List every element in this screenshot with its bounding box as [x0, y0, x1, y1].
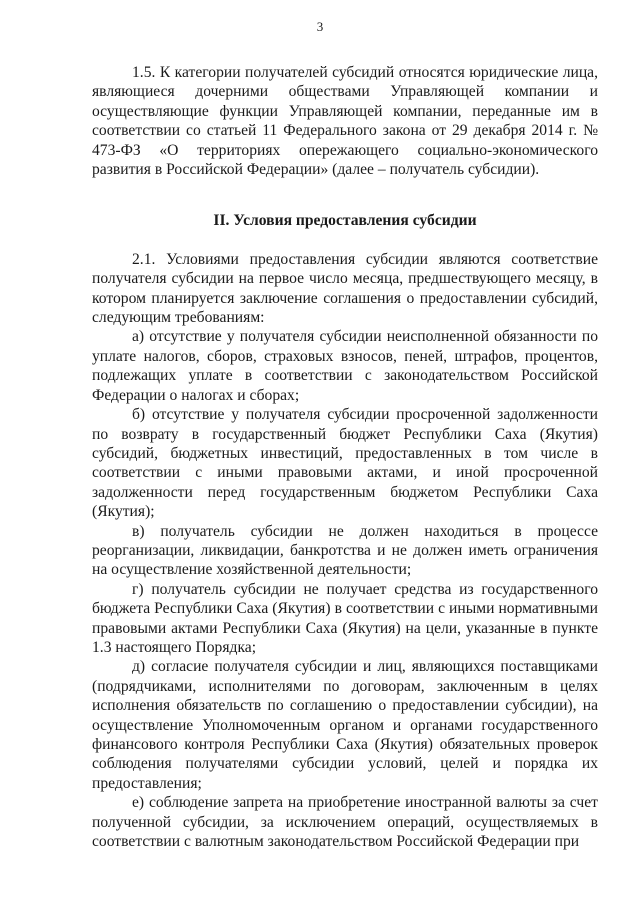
paragraph-item-d: д) согласие получателя субсидии и лиц, являющихся поставщиками (подрядчиками, исполнителями по договорам, заключенным в целях исполнения обязательств по соглашению о предоставлении субсидии), на осуществление Уполномоченным органом и органами государственного финансового контроля Республики Саха (Якутия) обязательных проверок соблюдения получателями субсидии условий, целей и порядка их предоставления; [92, 658, 598, 792]
spacer [92, 231, 598, 250]
document-body [92, 63, 598, 851]
paragraph-item-v: в) получатель субсидии не должен находиться в процессе реорганизации, ликвидации, банкротства и не должен иметь ограничения на осуществление хозяйственной деятельности; [92, 522, 598, 579]
paragraph-item-a: а) отсутствие у получателя субсидии неисполненной обязанности по уплате налогов, сборов, страховых взносов, пеней, штрафов, процентов, подлежащих уплате в соответствии с законодательством Российской Федерации о налогах и сборах; [92, 328, 598, 404]
spacer [92, 179, 598, 211]
paragraph-1-5: 1.5. К категории получателей субсидий относятся юридические лица, являющиеся дочерними обществами Управляющей компании и осуществляющие функции Управляющей компании, переданные им в соответствии со статьей 11 Федерального закона от 29 декабря 2014 г. № 473-ФЗ «О территориях опережающего социально-экономического развития в Российской Федерации» (далее – получатель субсидии). [92, 64, 598, 179]
paragraph-2-1: 2.1. Условиями предоставления субсидии являются соответствие получателя субсидии на первое число месяца, предшествующего месяцу, в котором планируется заключение соглашения о предоставлении субсидий, следующим требованиям: [92, 250, 598, 327]
paragraph-item-e: е) соблюдение запрета на приобретение иностранной валюты за счет полученной субсидии, за исключением операций, осуществляемых в соответствии с валютным законодательством Российской Федерации при [92, 794, 598, 851]
paragraph-item-g: г) получатель субсидии не получает средства из государственного бюджета Республики Саха (Якутия) в соответствии с иными нормативными правовыми актами Республики Саха (Якутия) на цели, указанные в пункте 1.3 настоящего Порядка; [92, 580, 598, 656]
page-number: 3 [316, 19, 324, 34]
paragraph-item-b: б) отсутствие у получателя субсидии просроченной задолженности по возврату в государственный бюджет Республики Саха (Якутия) субсидий, бюджетных инвестиций, предоставленных в том числе в соответствии с иными правовыми актами, и иной просроченной задолженности перед государственным бюджетом Республики Саха (Якутия); [92, 406, 598, 521]
section-title: II. Условия предоставления субсидии [213, 212, 477, 230]
